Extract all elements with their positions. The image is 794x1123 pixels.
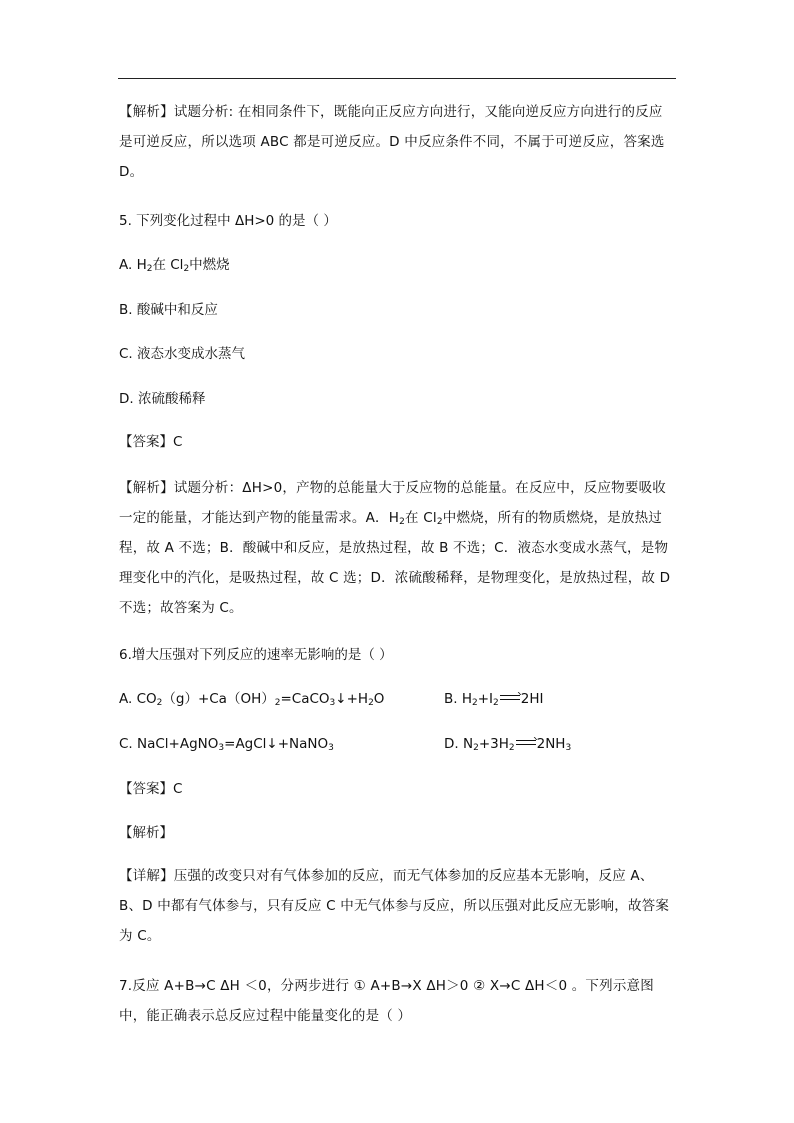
q6-option-d — [444, 734, 571, 754]
q5-option-d: D. 浓硫酸稀释 — [119, 391, 206, 407]
q5-analysis — [119, 473, 675, 623]
q7-stem — [119, 971, 675, 1031]
q5-answer: 【答案】C — [119, 434, 183, 450]
subscript: 3 — [329, 698, 336, 708]
text: +I — [477, 691, 494, 707]
text: 在 Cl — [405, 510, 437, 526]
text: （g）+Ca（OH） — [162, 691, 275, 707]
text: A. H — [119, 257, 147, 273]
text: 中燃烧，所有的物质燃烧，是放热过 — [442, 510, 662, 526]
text: 在 Cl — [152, 257, 184, 273]
text: O — [373, 691, 385, 707]
text-line — [119, 503, 675, 533]
text-line: 【解析】试题分析：ΔH>0，产物的总能量大于反应物的总能量。在反应中，反应物要吸收 — [119, 480, 666, 496]
subscript: 2 — [156, 698, 163, 708]
text-line: 程，故 A 不选；B．酸碱中和反应，是放热过程，故 B 不选；C．液态水变成水蒸气，是物 — [119, 540, 669, 556]
q6-stem: 6.增大压强对下列反应的速率无影响的是（ ） — [119, 647, 393, 663]
subscript: 2 — [493, 698, 499, 708]
text: 2HI — [520, 691, 544, 707]
q5-option-a — [119, 255, 230, 275]
q5-option-c: C. 液态水变成水蒸气 — [119, 346, 246, 362]
q6-option-c — [119, 734, 334, 754]
text-line: 7.反应 A+B→C ΔH ＜0，分两步进行 ① A+B→X ΔH＞0 ② X→C ΔH＜0 。下列示意图 — [119, 978, 654, 994]
subscript: 2 — [146, 264, 153, 274]
text: 中燃烧 — [189, 257, 230, 273]
text-line: 为 C。 — [119, 928, 161, 944]
text-line: 是可逆反应，所以选项 ABC 都是可逆反应。D 中反应条件不同，不属于可逆反应，答案选 — [119, 134, 665, 150]
subscript: 2 — [183, 264, 190, 274]
text-line: B、D 中都有气体参与，只有反应 C 中无气体参与反应，所以压强对此反应无影响，故答案 — [119, 898, 670, 914]
text: 一定的能量，才能达到产物的能量需求。A． — [119, 510, 389, 526]
text-line: 理变化中的汽化，是吸热过程，故 C 选；D．浓硫酸稀释，是物理变化，是放热过程，故 D — [119, 570, 671, 586]
text: C. NaCl+AgNO — [119, 736, 219, 752]
text-line: 【详解】压强的改变只对有气体参加的反应，而无气体参加的反应基本无影响，反应 A、 — [119, 868, 654, 884]
q5-stem: 5. 下列变化过程中 ΔH>0 的是（ ） — [119, 213, 337, 229]
header-rule — [118, 78, 676, 79]
text: H — [388, 510, 400, 526]
subscript: 2 — [399, 517, 406, 527]
subscript: 2 — [368, 698, 374, 708]
text: =AgCl↓+NaNO — [224, 736, 329, 752]
q6-detail — [119, 861, 675, 951]
text: D. N — [444, 736, 474, 752]
text: B. H — [444, 691, 472, 707]
text: =CaCO — [280, 691, 330, 707]
q6-analysis-head: 【解析】 — [119, 825, 173, 841]
subscript: 3 — [565, 743, 572, 753]
text-line: 【解析】试题分析: 在相同条件下，既能向正反应方向进行，又能向逆反应方向进行的反应 — [119, 104, 663, 120]
equilibrium-arrow-icon — [516, 739, 536, 747]
equilibrium-arrow-icon — [500, 694, 520, 702]
text: A. CO — [119, 691, 157, 707]
text: 2NH — [536, 736, 566, 752]
text: +3H — [478, 736, 509, 752]
subscript: 2 — [508, 743, 515, 753]
q6-option-b — [444, 689, 544, 709]
text: ↓+H — [335, 691, 369, 707]
q5-option-b: B. 酸碱中和反应 — [119, 302, 218, 318]
text-line: 中，能正确表示总反应过程中能量变化的是（ ） — [119, 1008, 412, 1024]
q6-option-a — [119, 689, 384, 709]
text-line: 不选；故答案为 C。 — [119, 600, 243, 616]
subscript: 2 — [472, 698, 478, 708]
q4-analysis — [119, 97, 675, 187]
q6-answer: 【答案】C — [119, 781, 183, 797]
subscript: 2 — [473, 743, 479, 753]
subscript: 3 — [328, 743, 334, 753]
subscript: 2 — [436, 517, 443, 527]
subscript: 3 — [218, 743, 225, 753]
text-line: D。 — [119, 164, 144, 180]
subscript: 2 — [274, 698, 281, 708]
